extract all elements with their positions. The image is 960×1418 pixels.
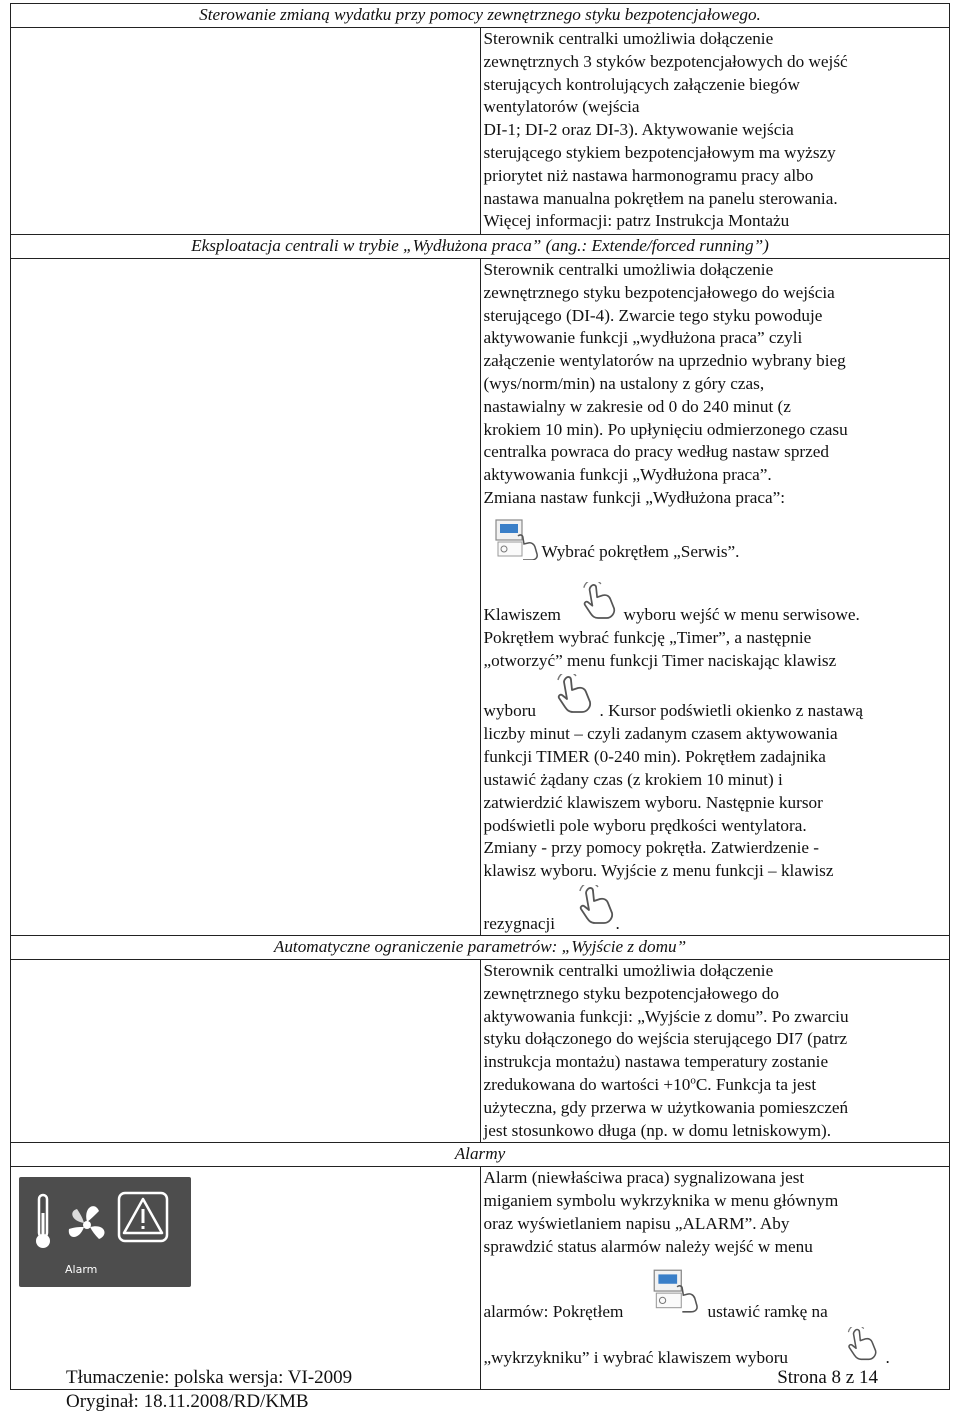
- text-line: zewnętrznego styku bezpotencjałowego do: [483, 983, 779, 1003]
- text-line: nastawa manualna pokrętłem na panelu sterowania.: [483, 188, 838, 208]
- alarm-label: Alarm: [65, 1263, 98, 1277]
- text-line: (wys/norm/min) na ustalony z góry czas,: [483, 373, 765, 393]
- text-line: nastawialny w zakresie od 0 do 240 minut (z: [483, 396, 791, 416]
- text-line: centralka powraca do pracy według nastaw sprzed: [483, 442, 830, 462]
- text-line: Więcej informacji: patrz Instrukcja Montażu: [483, 211, 790, 231]
- text-fragment: wyboru wejść w menu serwisowe.: [623, 604, 860, 624]
- text-fragment: zredukowana do wartości +10: [483, 1074, 691, 1094]
- text-line: Zmiany - przy pomocy pokrętła. Zatwierdzenie -: [483, 838, 820, 858]
- document-table: [10, 3, 950, 1390]
- text-line: ustawić żądany czas (z krokiem 10 minut) i: [483, 769, 783, 789]
- text-line: [484, 1074, 950, 1097]
- section-body-extended-run: [480, 259, 950, 936]
- text-fragment: Klawiszem: [483, 604, 561, 624]
- control-panel-icon: [490, 518, 540, 560]
- text-line: styku dołączonego do wejścia sterującego DI7 (patrz: [483, 1029, 848, 1049]
- knob-step-row: [484, 510, 950, 582]
- warning-icon: [119, 1193, 167, 1241]
- text-line: zewnętrznego styku bezpotencjałowego do wejścia: [483, 282, 835, 302]
- text-fragment: . Kursor podświetli okienko z nastawą: [599, 701, 863, 721]
- text-line: sterującego (DI-4). Zwarcie tego styku powoduje: [483, 305, 823, 325]
- text-line: wentylatorów (wejścia: [483, 97, 640, 117]
- text-line: klawisz wyboru. Wyjście z menu funkcji – klawisz: [483, 861, 834, 881]
- text-line: „otworzyć” menu funkcji Timer naciskając klawisz: [483, 650, 837, 670]
- text-fragment: C. Funkcja ta jest: [695, 1074, 817, 1094]
- section-body-alarms: [480, 1167, 950, 1390]
- section-heading-alarms: Alarmy: [11, 1143, 950, 1167]
- left-cell-empty: [11, 28, 481, 235]
- text-line: liczby minut – czyli zadanym czasem aktywowania: [483, 724, 838, 744]
- thermometer-icon: [36, 1195, 50, 1248]
- hand-press-icon: [556, 674, 592, 714]
- page-number: Strona 8 z 14: [777, 1367, 878, 1388]
- left-cell-empty: [11, 259, 481, 936]
- alarm-screen-graphic: [19, 1177, 191, 1287]
- text-line: aktywowania funkcji „Wydłużona praca”.: [483, 465, 772, 485]
- degree-sup: o: [690, 1074, 696, 1087]
- alarm-knob-row: [484, 1259, 950, 1325]
- alarm-screen-image: [19, 1177, 191, 1287]
- text-line: krokiem 10 min). Po upłynięciu odmierzonego czasu: [483, 419, 848, 439]
- text-line: sprawdzić status alarmów należy wejść w menu: [483, 1236, 813, 1256]
- hand-press-icon: [846, 1327, 878, 1361]
- text-line: Zmiana nastaw funkcji „Wydłużona praca”:: [483, 487, 786, 507]
- text-line: oraz wyświetlaniem napisu „ALARM”. Aby: [483, 1213, 790, 1233]
- text-line: DI-1; DI-2 oraz DI-3). Aktywowanie wejścia: [483, 120, 794, 140]
- text-line: sterującego stykiem bezpotencjałowym ma wyższy: [483, 142, 836, 162]
- text-fragment: wyboru: [483, 701, 537, 721]
- key-row: [484, 582, 950, 627]
- select-row: [484, 672, 950, 723]
- text-fragment: .: [615, 913, 620, 933]
- text-line: aktywowanie funkcji „wydłużona praca” czyli: [483, 328, 803, 348]
- text-fragment: „wykrzykniku” i wybrać klawiszem wyboru: [483, 1347, 789, 1367]
- text-fragment: .: [885, 1347, 890, 1367]
- text-line: użyteczna, gdy przerwa w użytkowania pomieszczeń: [483, 1097, 849, 1117]
- hand-press-icon: [578, 885, 614, 929]
- text-line: Sterownik centralki umożliwia dołączenie: [483, 960, 774, 980]
- knob-step-text: Wybrać pokrętłem „Serwis”.: [541, 541, 740, 561]
- page-footer: [66, 1366, 886, 1414]
- control-panel-icon: [648, 1267, 700, 1313]
- text-line: sterujących kontrolujących załączenie biegów: [483, 74, 800, 94]
- text-line: podświetli pole wyboru prędkości wentylatora.: [483, 815, 807, 835]
- text-line: priorytet niż nastawa harmonogramu pracy albo: [483, 165, 814, 185]
- text-fragment: alarmów: Pokrętłem: [483, 1301, 624, 1321]
- footer-original: Oryginał: 18.11.2008/RD/KMB: [66, 1391, 309, 1412]
- text-line: instrukcja montażu) nastawa temperatury zostanie: [483, 1052, 829, 1072]
- section-heading-away-mode: Automatyczne ograniczenie parametrów: „Wyjście z domu”: [11, 935, 950, 959]
- hand-press-icon: [582, 582, 616, 620]
- section-body-flow-control: [480, 28, 950, 235]
- left-cell-empty: [11, 959, 481, 1142]
- text-line: funkcji TIMER (0-240 min). Pokrętłem zadajnika: [483, 747, 826, 767]
- alarm-image-cell: [11, 1167, 481, 1390]
- footer-translation: Tłumaczenie: polska wersja: VI-2009: [66, 1367, 353, 1388]
- text-line: jest stosunkowo długa (np. w domu letniskowym).: [483, 1120, 832, 1140]
- text-line: załączenie wentylatorów na uprzednio wybrany bieg: [483, 351, 846, 371]
- text-line: Sterownik centralki umożliwia dołączenie: [483, 260, 774, 279]
- text-fragment: rezygnacji: [483, 913, 556, 933]
- section-body-away-mode: [480, 959, 950, 1142]
- text-line: Alarm (niewłaściwa praca) sygnalizowana jest: [483, 1168, 805, 1188]
- text-line: aktywowania funkcji: „Wyjście z domu”. Po zwarciu: [483, 1006, 849, 1026]
- section-heading-flow-control: Sterowanie zmianą wydatku przy pomocy zewnętrznego styku bezpotencjałowego.: [11, 4, 950, 28]
- cancel-row: [484, 883, 950, 935]
- text-line: miganiem symbolu wykrzyknika w menu głównym: [483, 1191, 839, 1211]
- text-line: Sterownik centralki umożliwia dołączenie: [483, 29, 774, 48]
- text-fragment: ustawić ramkę na: [707, 1301, 828, 1321]
- text-line: zatwierdzić klawiszem wyboru. Następnie kursor: [483, 792, 823, 812]
- section-heading-extended-run: Eksploatacja centrali w trybie „Wydłużona praca” (ang.: Extende/forced running”): [11, 235, 950, 259]
- text-line: Pokrętłem wybrać funkcję „Timer”, a następnie: [483, 627, 812, 647]
- fan-icon: [69, 1206, 105, 1239]
- text-line: zewnętrznych 3 styków bezpotencjałowych do wejść: [483, 51, 848, 71]
